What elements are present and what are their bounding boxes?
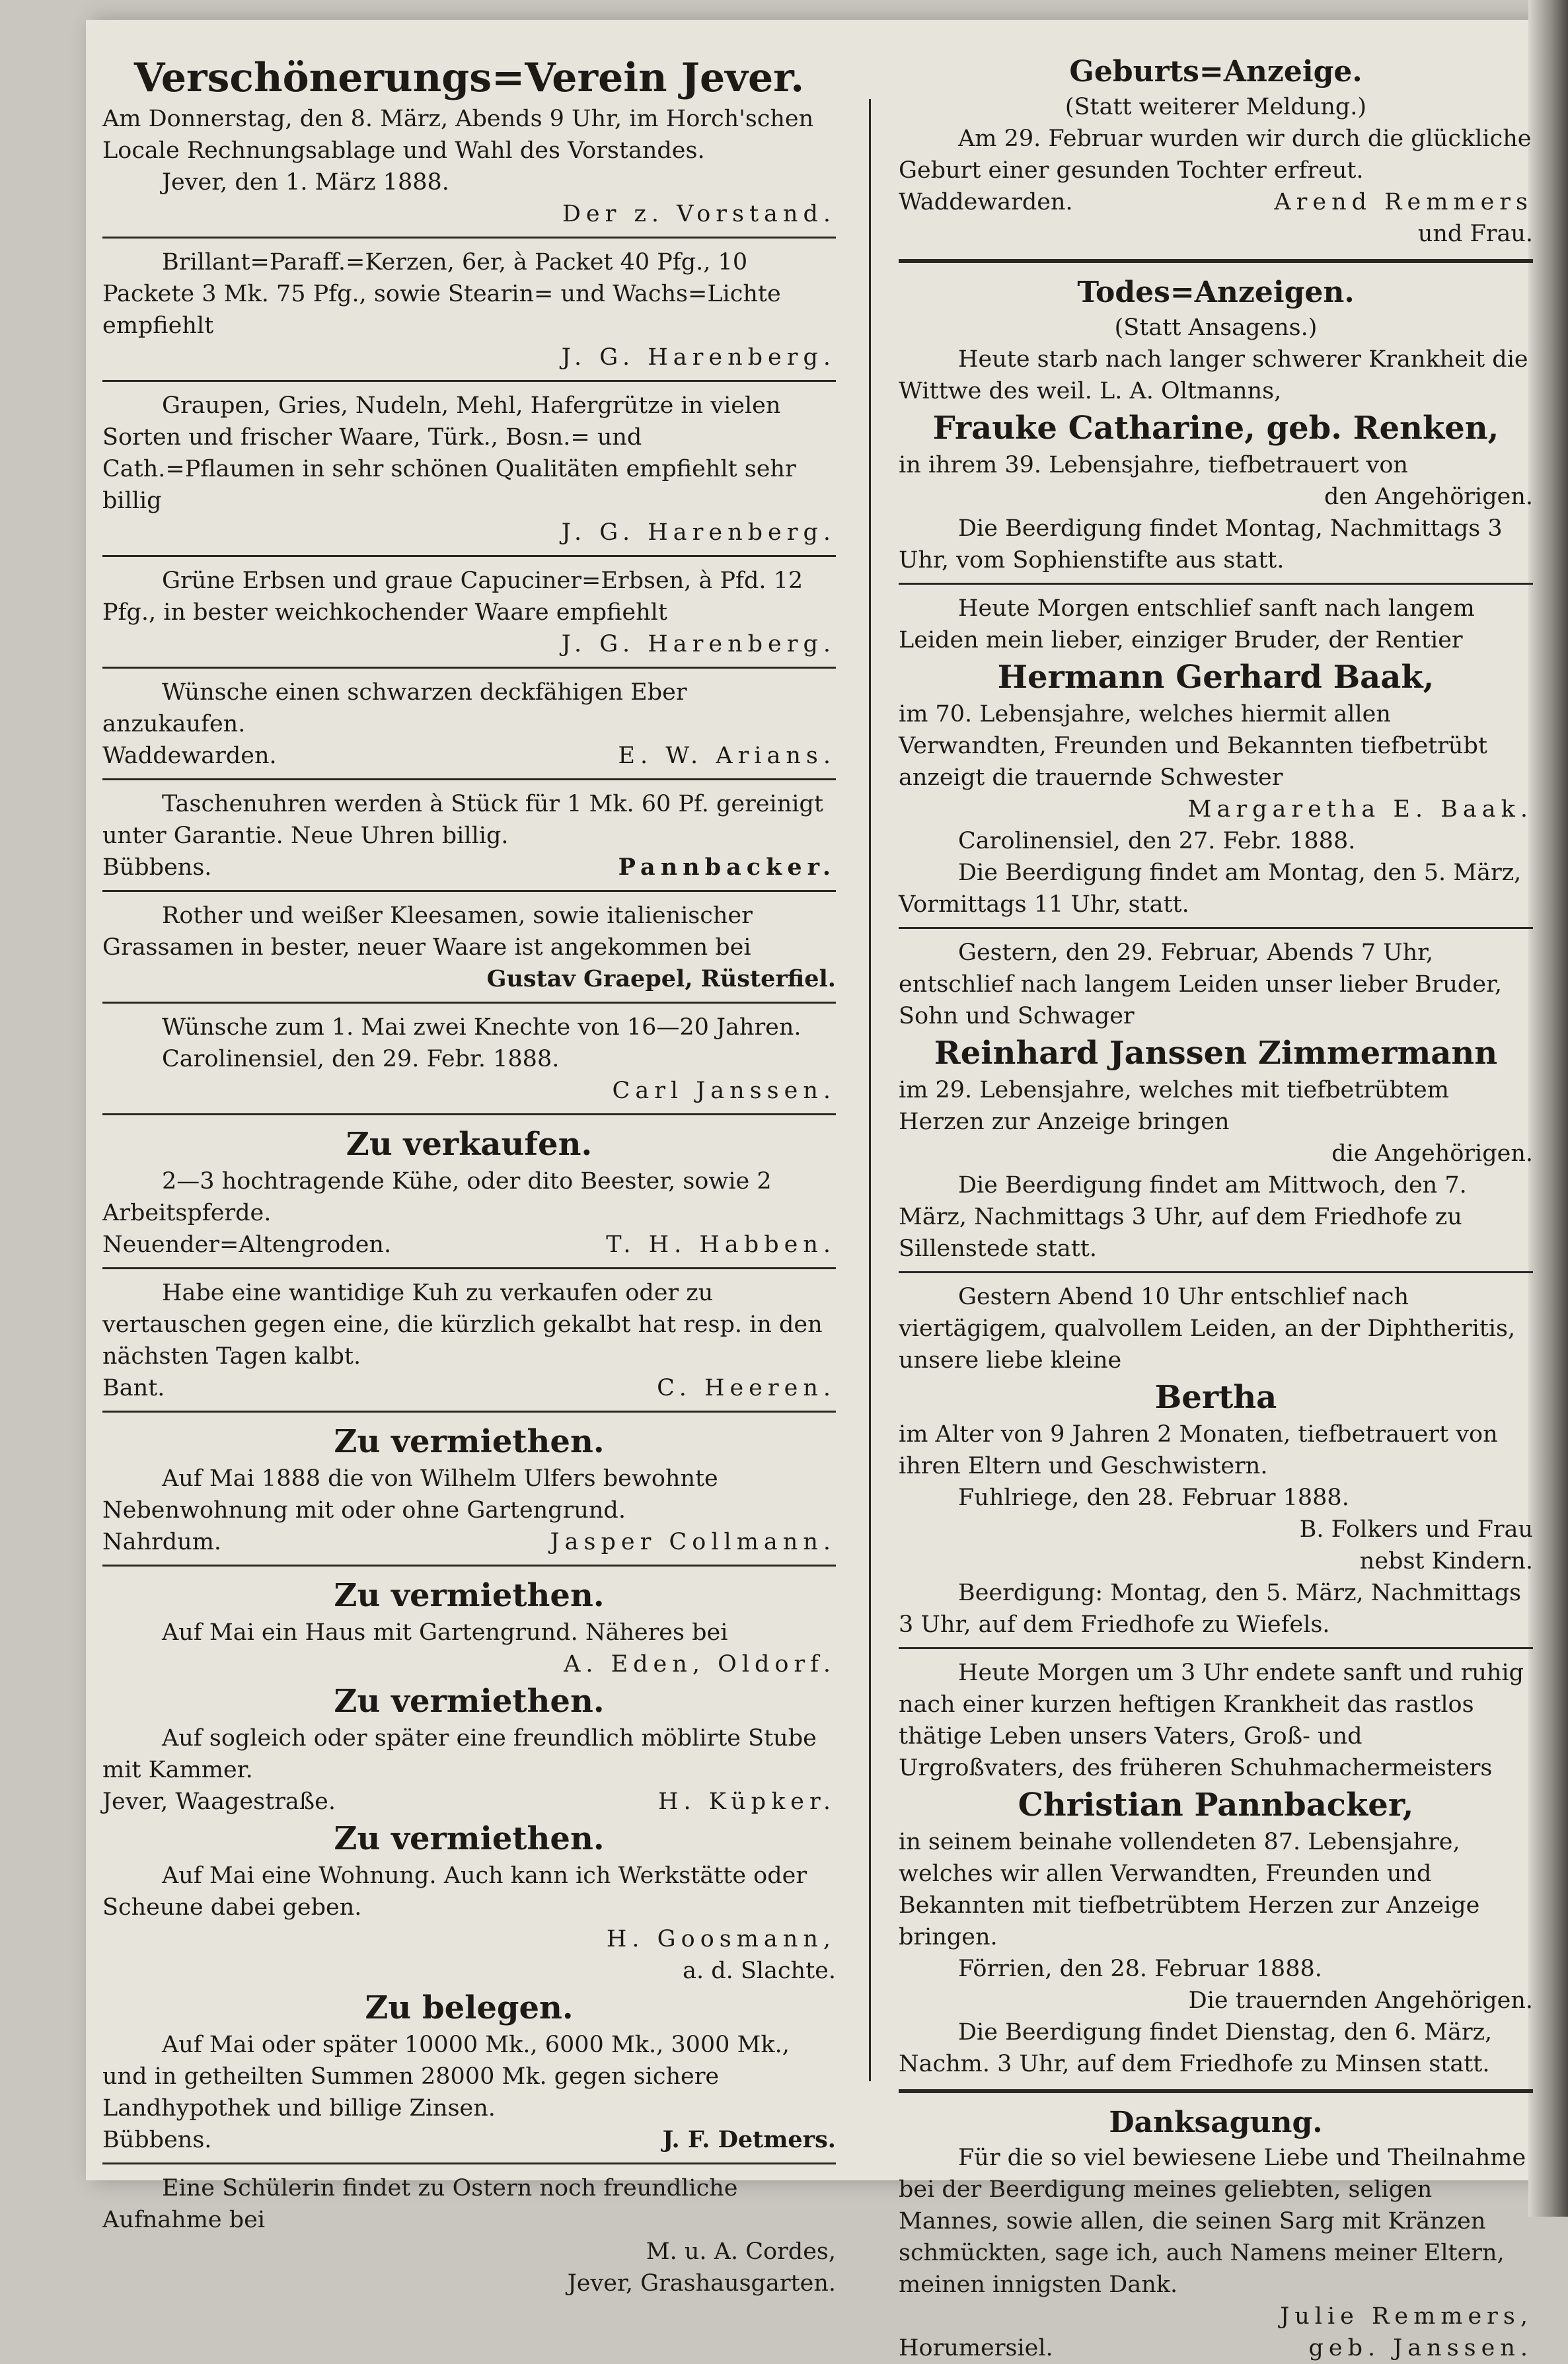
notice-body: in ihrem 39. Lebensjahre, tiefbetrauert von <box>899 452 1408 478</box>
ad-signature: C. Heeren. <box>657 1375 836 1401</box>
divider <box>899 1647 1533 1649</box>
ad-body: Wünsche zum 1. Mai zwei Knechte von 16—20 Jahren. <box>162 1014 802 1041</box>
section-title: Todes=Anzeigen. <box>1077 276 1355 309</box>
divider <box>102 555 836 557</box>
ad-place: Bübbens. <box>102 854 212 881</box>
divider <box>899 927 1533 929</box>
ad-signature: E. W. Arians. <box>618 743 836 769</box>
notice-body: im 29. Lebensjahre, welches mit tiefbetrübtem Herzen zur Anzeige bringen <box>899 1077 1449 1135</box>
ad-title: Verschönerungs=Verein Jever. <box>133 55 805 101</box>
ad-body: Auf sogleich oder später eine freundlich möblirte Stube mit Kammer. <box>102 1725 817 1783</box>
ad-place: Neuender=Altengroden. <box>102 1232 392 1258</box>
ad-body: Am Donnerstag, den 8. März, Abends 9 Uhr, im Horch'schen Locale Rechnungsablage und Wahl des Vorstandes. <box>102 106 814 164</box>
ad-body: Taschenuhren werden à Stück für 1 Mk. 60 Pf. gereinigt unter Garantie. Neue Uhren billig. <box>102 791 823 849</box>
divider <box>102 237 836 239</box>
notice-place: Waddewarden. <box>899 189 1073 215</box>
ad-zu-belegen <box>102 1987 836 2156</box>
ad-title: Zu vermiethen. <box>334 1820 605 1857</box>
ad-body: Auf Mai 1888 die von Wilhelm Ulfers bewohnte Nebenwohnung mit oder ohne Gartengrund. <box>102 1465 718 1524</box>
funeral-info: Die Beerdigung findet Montag, Nachmittags 3 Uhr, vom Sophienstifte aus statt. <box>899 515 1503 573</box>
ad-signature: A. Eden, Oldorf. <box>564 1651 836 1678</box>
ad-body: Grüne Erbsen und graue Capuciner=Erbsen, à Pfd. 12 Pfg., in bester weichkochender Waare empfiehlt <box>102 568 803 626</box>
deceased-name: Frauke Catharine, geb. Renken, <box>932 410 1499 447</box>
death-notice-oltmanns <box>899 344 1533 576</box>
ad-body: Graupen, Gries, Nudeln, Mehl, Hafergrütze in vielen Sorten und frischer Waare, Türk., Bosn.= und Cath.=Pflaumen in sehr schönen Qualitäten empfiehlt sehr billig <box>102 392 796 514</box>
ad-title: Zu vermiethen. <box>334 1577 605 1614</box>
section-subtitle: (Statt Ansagens.) <box>1114 314 1318 341</box>
divider <box>102 1113 836 1115</box>
book-spine <box>1528 0 1568 2217</box>
deceased-name: Bertha <box>1154 1379 1277 1416</box>
ad-signature: Gustav Graepel, Rüsterfiel. <box>486 965 836 992</box>
birth-notice <box>899 53 1533 250</box>
notice-intro: Heute Morgen entschlief sanft nach langem Leiden mein lieber, einziger Bruder, der Rentier <box>899 595 1475 653</box>
notice-place: Horumersiel. <box>899 2335 1053 2361</box>
notice-body: Für die so viel bewiesene Liebe und Theilnahme bei der Beerdigung meines geliebten, seligen Mannes, sowie allen, die seinen Sarg mit Kränzen schmückten, sage ich, auch Namens meiner Eltern, meinen innigsten Dank. <box>899 2145 1526 2298</box>
divider <box>102 778 836 780</box>
divider <box>899 259 1533 263</box>
ad-signature-line2: a. d. Slachte. <box>683 1958 836 1984</box>
ad-place: Nahrdum. <box>102 1529 222 1555</box>
ad-body: Auf Mai oder später 10000 Mk., 6000 Mk., 3000 Mk., und in getheilten Summen 28000 Mk. gegen sichere Landhypothek und billige Zinsen. <box>102 2032 790 2122</box>
ad-body: Eine Schülerin findet zu Ostern noch freundliche Aufnahme bei <box>102 2175 738 2233</box>
ad-kleesamen <box>102 900 836 995</box>
ad-place: Bübbens. <box>102 2127 212 2153</box>
funeral-info: Die Beerdigung findet am Montag, den 5. März, Vormittags 11 Uhr, statt. <box>899 860 1522 918</box>
funeral-info: Die Beerdigung findet Dienstag, den 6. März, Nachm. 3 Uhr, auf dem Friedhofe zu Minsen statt. <box>899 2019 1493 2077</box>
ad-graupen <box>102 390 836 548</box>
notice-signature: B. Folkers und Frau <box>1299 1516 1533 1543</box>
notice-title: Danksagung. <box>1109 2106 1323 2139</box>
ad-signature: Carl Janssen. <box>612 1078 836 1104</box>
notice-title: Geburts=Anzeige. <box>1069 55 1363 89</box>
notice-signature: Julie Remmers, <box>1280 2303 1533 2330</box>
death-notice-bertha <box>899 1281 1533 1641</box>
divider <box>102 1002 836 1004</box>
ad-vermiethen-4 <box>102 1818 836 1987</box>
notice-signature: den Angehörigen. <box>1324 484 1533 510</box>
deceased-name: Hermann Gerhard Baak, <box>997 659 1435 696</box>
ad-body: Auf Mai eine Wohnung. Auch kann ich Werkstätte oder Scheune dabei geben. <box>102 1863 807 1921</box>
ad-signature: J. G. Harenberg. <box>561 631 836 657</box>
divider <box>102 890 836 892</box>
death-notices-header <box>899 274 1533 344</box>
notice-body: Am 29. Februar wurden wir durch die glückliche Geburt einer gesunden Tochter erfreut. <box>899 126 1532 184</box>
ad-body: Wünsche einen schwarzen deckfähigen Eber anzukaufen. <box>102 679 687 737</box>
divider <box>102 1267 836 1269</box>
ad-schuelerin <box>102 2172 836 2299</box>
right-column <box>899 53 1533 2364</box>
notice-intro: Heute starb nach langer schwerer Krankheit die Wittwe des weil. L. A. Oltmanns, <box>899 346 1528 404</box>
ad-signature: Jasper Collmann. <box>550 1529 836 1555</box>
ad-place: Jever, Waagestraße. <box>102 1789 336 1815</box>
notice-signature: Arend Remmers <box>1274 189 1533 215</box>
column-divider <box>869 99 871 2081</box>
ad-vermiethen-2 <box>102 1574 836 1680</box>
ad-signature: J. F. Detmers. <box>662 2126 836 2153</box>
ad-signature: Der z. Vorstand. <box>562 201 836 227</box>
ad-taschenuhren <box>102 788 836 883</box>
ad-title: Zu verkaufen. <box>346 1126 593 1163</box>
ad-date: Carolinensiel, den 29. Febr. 1888. <box>162 1046 560 1072</box>
ad-signature: Pannbacker. <box>618 854 836 881</box>
notice-date: Förrien, den 28. Februar 1888. <box>958 1956 1322 1982</box>
ad-title: Zu vermiethen. <box>334 1423 605 1460</box>
ad-place: Bant. <box>102 1375 165 1401</box>
divider <box>102 380 836 382</box>
notice-signature-line2: geb. Janssen. <box>1308 2335 1533 2361</box>
ad-signature: T. H. Habben. <box>606 1232 836 1258</box>
notice-signature: die Angehörigen. <box>1331 1140 1533 1167</box>
ad-body: 2—3 hochtragende Kühe, oder dito Beester, sowie 2 Arbeitspferde. <box>102 1168 772 1226</box>
ad-place: Waddewarden. <box>102 743 277 769</box>
ad-signature: M. u. A. Cordes, <box>646 2238 836 2265</box>
ad-knechte <box>102 1012 836 1107</box>
ad-body: Habe eine wantidige Kuh zu verkaufen oder zu vertauschen gegen eine, die kürzlich gekalbt hat resp. in den nächsten Tagen kalbt. <box>102 1280 823 1370</box>
left-column <box>102 53 836 2299</box>
divider <box>899 2089 1533 2093</box>
ad-signature: H. Küpker. <box>657 1789 836 1815</box>
divider <box>899 1271 1533 1273</box>
funeral-info: Beerdigung: Montag, den 5. März, Nachmittags 3 Uhr, auf dem Friedhofe zu Wiefels. <box>899 1580 1522 1638</box>
ad-signature: H. Goosmann, <box>606 1926 836 1952</box>
ad-vermiethen-3 <box>102 1680 836 1818</box>
funeral-info: Die Beerdigung findet am Mittwoch, den 7. März, Nachmittags 3 Uhr, auf dem Friedhofe zu Sillenstede statt. <box>899 1172 1467 1262</box>
notice-intro: Heute Morgen um 3 Uhr endete sanft und ruhig nach einer kurzen heftigen Krankheit das rastlos thätige Leben unsers Vaters, Groß- und Urgroßvaters, des früheren Schuhmachermeisters <box>899 1660 1524 1781</box>
death-notice-zimmermann <box>899 937 1533 1265</box>
notice-signature: Die trauernden Angehörigen. <box>1188 1987 1533 2014</box>
ad-body: Rother und weißer Kleesamen, sowie italienischer Grassamen in bester, neuer Waare ist angekommen bei <box>102 903 753 961</box>
notice-body: im Alter von 9 Jahren 2 Monaten, tiefbetrauert von ihren Eltern und Geschwistern. <box>899 1421 1498 1479</box>
death-notice-pannbacker <box>899 1657 1533 2080</box>
divider <box>102 667 836 669</box>
divider <box>102 1411 836 1413</box>
ad-body: Brillant=Paraff.=Kerzen, 6er, à Packet 40 Pfg., 10 Packete 3 Mk. 75 Pfg., sowie Stearin= und Wachs=Lichte empfiehlt <box>102 249 781 339</box>
notice-body: in seinem beinahe vollendeten 87. Lebensjahre, welches wir allen Verwandten, Freunden und Bekannten mit tiefbetrübtem Herzen zur Anzeige bringen. <box>899 1829 1480 1950</box>
ad-signature: J. G. Harenberg. <box>561 519 836 546</box>
notice-intro: Gestern, den 29. Februar, Abends 7 Uhr, entschlief nach langem Leiden unser lieber Bruder, Sohn und Schwager <box>899 940 1503 1029</box>
ad-date: Jever, den 1. März 1888. <box>162 169 449 196</box>
deceased-name: Christian Pannbacker, <box>1018 1787 1414 1824</box>
divider <box>102 1565 836 1567</box>
notice-subtitle: (Statt weiterer Meldung.) <box>1064 94 1367 120</box>
deceased-name: Reinhard Janssen Zimmermann <box>934 1035 1498 1072</box>
ad-body: Auf Mai ein Haus mit Gartengrund. Näheres bei <box>162 1619 728 1646</box>
divider <box>899 583 1533 585</box>
notice-date: Carolinensiel, den 27. Febr. 1888. <box>958 828 1356 854</box>
ad-zu-verkaufen <box>102 1123 836 1261</box>
notice-intro: Gestern Abend 10 Uhr entschlief nach viertägigem, qualvollem Leiden, an der Diphtheritis, unsere liebe kleine <box>899 1284 1516 1374</box>
ad-erbsen <box>102 565 836 660</box>
ad-signature-line2: Jever, Grashausgarten. <box>567 2270 836 2297</box>
ad-title: Zu belegen. <box>365 1989 574 2026</box>
ad-verschoenerungs-verein <box>102 53 836 230</box>
ad-signature: J. G. Harenberg. <box>561 344 836 371</box>
notice-signature-line2: nebst Kindern. <box>1359 1548 1533 1574</box>
death-notice-baak <box>899 593 1533 920</box>
danksagung <box>899 2104 1533 2364</box>
ad-kerzen <box>102 246 836 373</box>
ad-vermiethen-1 <box>102 1421 836 1558</box>
notice-signature-line2: und Frau. <box>1417 221 1533 247</box>
ad-eber <box>102 677 836 772</box>
notice-body: im 70. Lebensjahre, welches hiermit allen Verwandten, Freunden und Bekannten tiefbetrübt anzeigt die trauernde Schwester <box>899 701 1487 791</box>
ad-kuh <box>102 1277 836 1404</box>
divider <box>102 2162 836 2164</box>
ad-title: Zu vermiethen. <box>334 1683 605 1720</box>
notice-date: Fuhlriege, den 28. Februar 1888. <box>958 1485 1349 1511</box>
notice-signature: Margaretha E. Baak. <box>1187 796 1533 823</box>
